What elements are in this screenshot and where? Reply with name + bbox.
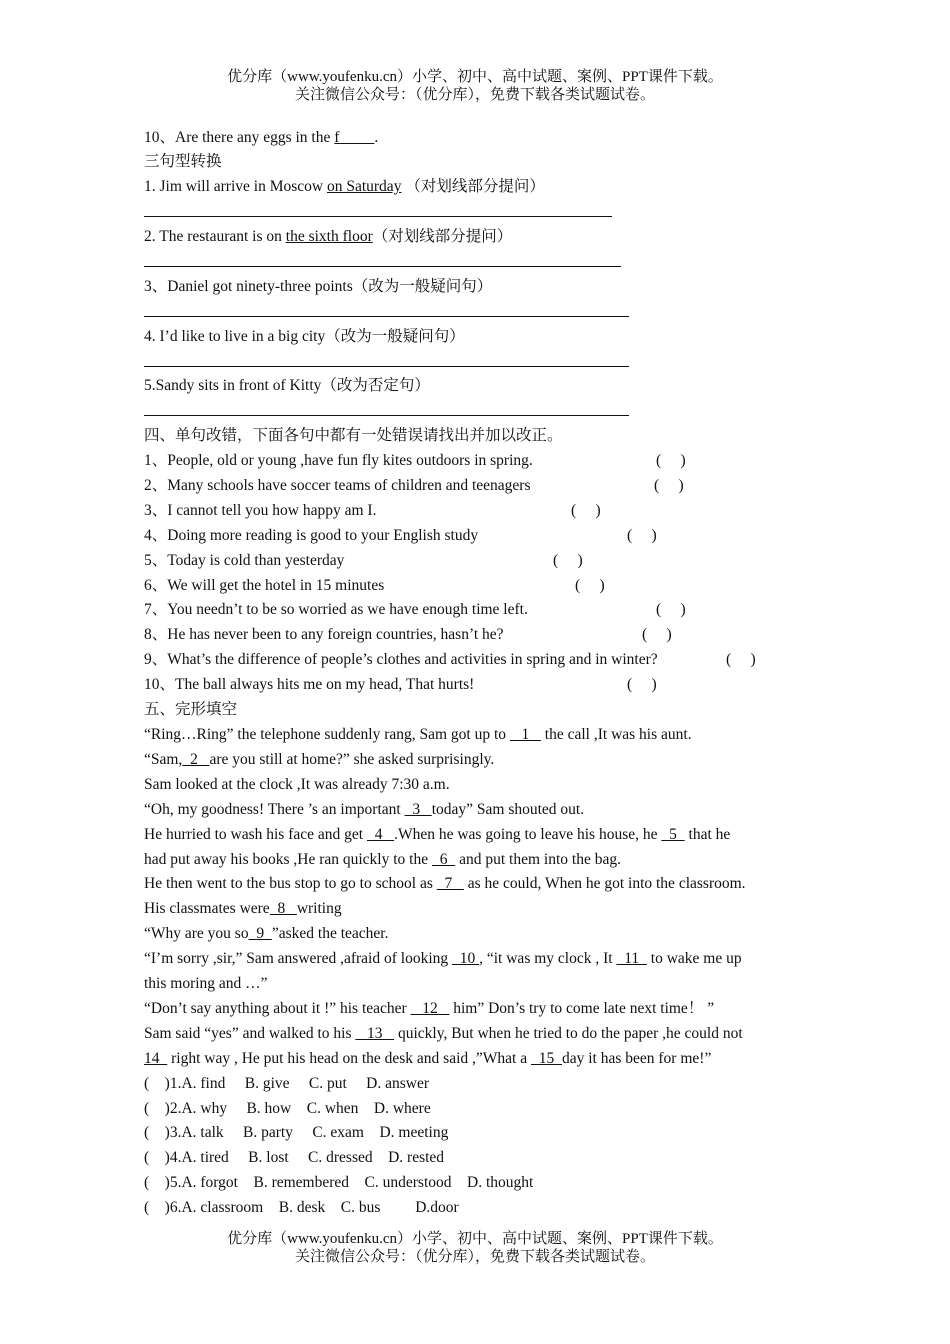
passage-text: to wake me up [646,950,742,968]
answer-parenthesis[interactable]: ( ) [553,552,583,569]
cloze-blank[interactable]: 6 [431,850,456,868]
correction-item-7: 7、You needn’t to be so worried as we have enough time left. [144,601,528,618]
answer-parenthesis[interactable]: ( ) [656,601,686,618]
cloze-blank[interactable]: 10 [452,950,480,968]
passage-line [144,999,714,1019]
passage-text: right way , He put his head on the desk and said ,”What a [167,1049,531,1067]
passage-text: ”asked the teacher. [271,925,389,943]
passage-text: Sam looked at the clock ,It was already 7:30 a.m. [144,775,450,793]
passage-line [144,1024,743,1044]
option-row: ( )6.A. classroom B. desk C. bus D.door [144,1199,459,1217]
cloze-blank[interactable]: 13 [355,1024,395,1042]
option-row: ( )2.A. why B. how C. when D. where [144,1099,431,1117]
passage-line [144,725,692,745]
option-row: ( )5.A. forgot B. remembered C. understood D. thought [144,1174,534,1192]
cloze-blank[interactable]: 9 [248,925,272,943]
passage-text: him” Don’s try to come late next time！ ” [449,999,715,1017]
passage-text: this moring and …” [144,975,268,992]
answer-parenthesis[interactable]: ( ) [656,452,686,469]
vocab-question-text: 10、Are there any eggs in the [144,129,335,146]
header-line-1: 优分库（www.youfenku.cn）小学、初中、高中试题、案例、PPT课件下载。 [227,69,723,85]
option-row: ( )1.A. find B. give C. put D. answer [144,1074,429,1092]
passage-text: He hurried to wash his face and get [144,825,367,843]
answer-line[interactable] [144,216,612,217]
passage-line [144,850,621,870]
transform-question-1: 1. Jim will arrive in Moscow on Saturday （对划线部分提问） [144,178,545,195]
underlined-part: the sixth floor [285,228,373,245]
transform-question-4: 4. I’d like to live in a big city（改为一般疑问句） [144,328,465,345]
passage-text: and put them into the bag. [455,850,621,868]
answer-line[interactable] [144,316,629,317]
passage-text: He then went to the bus stop to go to school as [144,875,437,893]
passage-line [144,924,388,944]
passage-text: as he could, When he got into the classroom. [463,875,746,893]
passage-line [144,949,742,969]
cloze-blank[interactable]: 15 [530,1049,562,1067]
answer-parenthesis[interactable]: ( ) [654,477,684,494]
answer-parenthesis[interactable]: ( ) [726,651,756,668]
passage-text: had put away his books ,He ran quickly to the [144,850,432,868]
correction-item-2: 2、Many schools have soccer teams of children and teenagers [144,477,531,494]
passage-text: Sam said “yes” and walked to his [144,1024,356,1042]
section-4-title: 四、单句改错，下面各句中都有一处错误请找出并加以改正。 [144,427,563,444]
cloze-blank[interactable]: 4 [366,825,395,843]
passage-text: “Don’t say anything about it !” his teacher [144,999,411,1017]
passage-line [144,974,268,994]
passage-text: “Oh, my goodness! There ’s an important [144,800,405,818]
answer-parenthesis[interactable]: ( ) [642,626,672,643]
footer-line-1: 优分库（www.youfenku.cn）小学、初中、高中试题、案例、PPT课件下载。 [227,1231,723,1247]
passage-line [144,899,342,919]
correction-item-8: 8、He has never been to any foreign countries, hasn’t he? [144,626,504,643]
option-row: ( )3.A. talk B. party C. exam D. meeting [144,1124,449,1142]
passage-text: quickly, But when he tried to do the paper ,he could not [394,1024,743,1042]
transform-question-2: 2. The restaurant is on the sixth floor（对划线部分提问） [144,228,513,245]
cloze-blank[interactable]: 2 [182,750,210,768]
answer-parenthesis[interactable]: ( ) [627,676,657,693]
correction-item-3: 3、I cannot tell you how happy am I. [144,502,377,519]
passage-text: , “it was my clock , It [479,950,617,968]
cloze-blank[interactable]: 1 [509,726,541,743]
transform-question-5: 5.Sandy sits in front of Kitty（改为否定句） [144,377,430,394]
passage-text: writing [296,900,342,918]
passage-line [144,825,730,845]
cloze-blank[interactable]: 12 [410,999,450,1017]
cloze-blank[interactable]: 11 [616,950,647,968]
passage-text: “I’m sorry ,sir,” Sam answered ,afraid of looking [144,950,452,968]
passage-text: the call ,It was his aunt. [540,726,692,743]
cloze-blank[interactable]: 8 [269,900,297,918]
passage-text: today” Sam shouted out. [431,800,585,818]
passage-text: are you still at home?” she asked surprisingly. [209,750,495,768]
footer-line-2: 关注微信公众号：（优分库），免费下载各类试题试卷。 [294,1249,655,1265]
passage-text: His classmates were [144,900,270,918]
correction-item-6: 6、We will get the hotel in 15 minutes [144,577,385,594]
answer-parenthesis[interactable]: ( ) [575,577,605,594]
cloze-blank[interactable]: 14 [144,1049,168,1067]
passage-text: day it has been for me!” [561,1049,712,1067]
passage-line [144,874,746,894]
underlined-part: on Saturday [326,178,402,195]
cloze-blank[interactable]: 3 [404,800,432,818]
passage-line [144,800,584,820]
answer-line[interactable] [144,415,629,416]
answer-parenthesis[interactable]: ( ) [571,502,601,519]
correction-item-10: 10、The ball always hits me on my head, That hurts! [144,676,475,693]
vocab-blank: f [334,129,340,146]
cloze-blank[interactable]: 5 [661,825,685,843]
correction-item-1: 1、People, old or young ,have fun fly kites outdoors in spring. [144,452,533,469]
answer-line[interactable] [144,366,629,367]
page-footer [0,1230,950,1266]
section-3-title: 三句型转换 [144,153,222,170]
passage-text: “Why are you so [144,925,249,943]
cloze-blank[interactable]: 7 [436,875,464,893]
correction-item-9: 9、What’s the difference of people’s clothes and activities in spring and in winter? [144,651,658,668]
correction-item-4: 4、Doing more reading is good to your English study [144,527,479,544]
header-line-2: 关注微信公众号：（优分库），免费下载各类试题试卷。 [294,87,655,103]
passage-text: “Ring…Ring” the telephone suddenly rang, Sam got up to [144,726,510,743]
answer-line[interactable] [144,266,621,267]
passage-text: .When he was going to leave his house, he [394,825,662,843]
correction-item-5: 5、Today is cold than yesterday [144,552,345,569]
vocab-question-10: 10、Are there any eggs in the f . [144,129,379,146]
option-row: ( )4.A. tired B. lost C. dressed D. rested [144,1149,445,1167]
transform-question-3: 3、Daniel got ninety-three points（改为一般疑问句） [144,278,493,295]
passage-line [144,750,494,770]
passage-text: “Sam, [144,750,183,768]
passage-text: that he [684,825,731,843]
passage-line [144,1049,711,1069]
passage-line [144,775,450,795]
answer-parenthesis[interactable]: ( ) [627,527,657,544]
section-5-title: 五、完形填空 [144,701,238,718]
page-header [0,68,950,104]
